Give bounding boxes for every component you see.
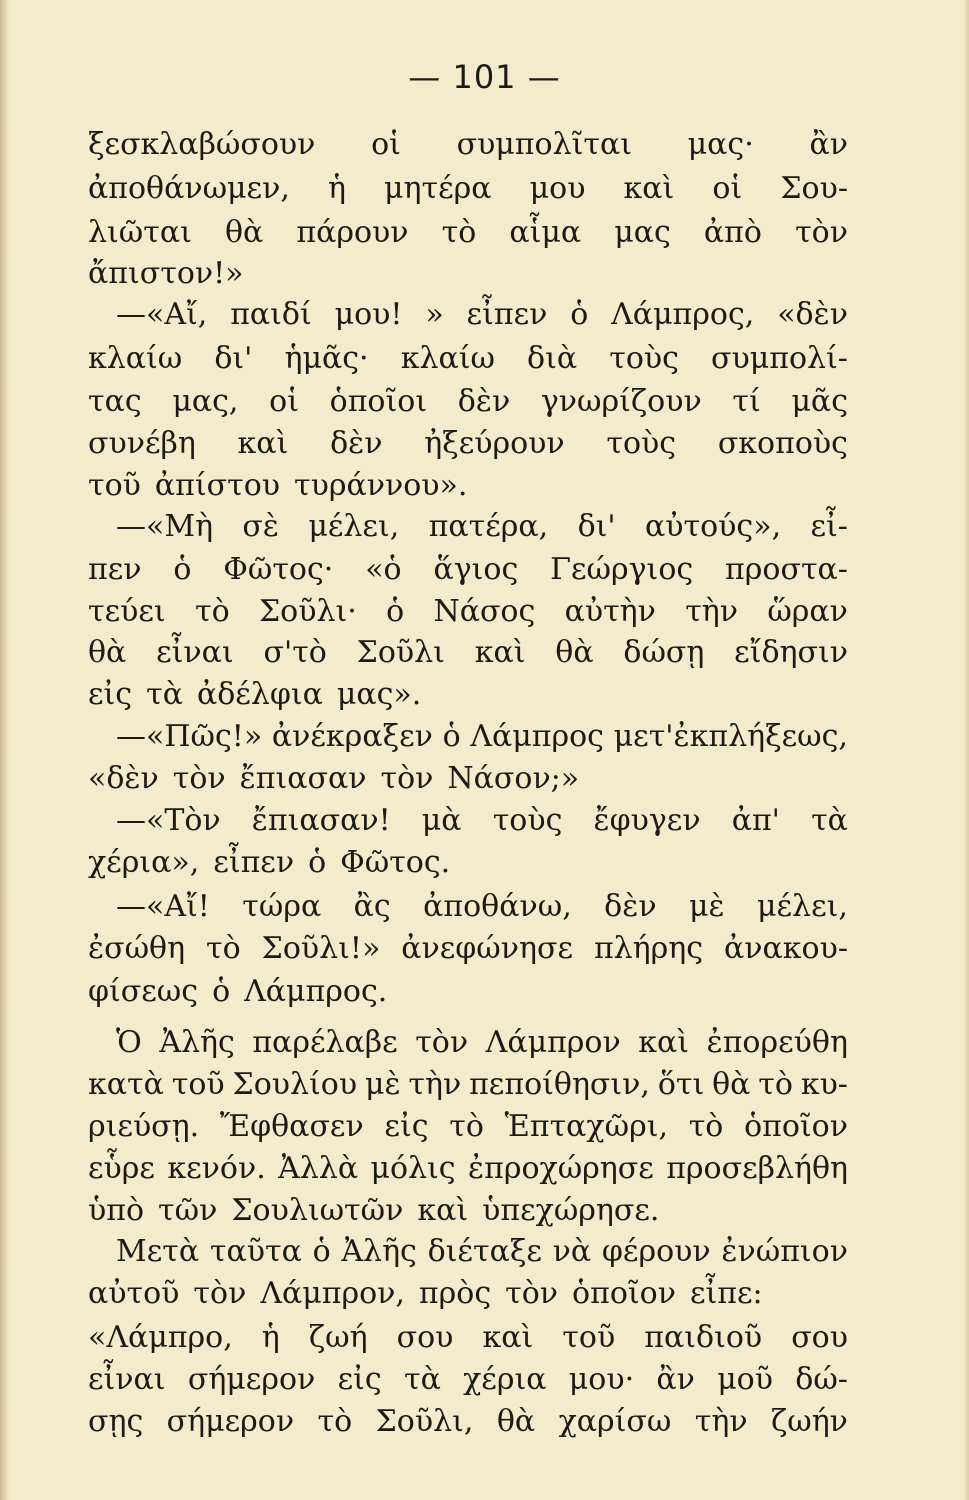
text-line: ἐσώθη τὸ Σοῦλι!» ἀνεφώνησε πλήρης ἀνακου- <box>88 931 848 966</box>
text-line: «Λάμπρο, ἡ ζωή σου καὶ τοῦ παιδιοῦ σου <box>88 1320 848 1355</box>
text-line: κλαίω δι' ἡμᾶς· κλαίω διὰ τοὺς συμπολί- <box>88 341 848 376</box>
text-line: λιῶται θὰ πάρουν τὸ αἷμα μας ἀπὸ τὸν <box>88 215 848 250</box>
text-line: ὑπὸ τῶν Σουλιωτῶν καὶ ὑπεχώρησε. <box>88 1193 660 1228</box>
text-line: —«Τὸν ἔπιασαν! μὰ τοὺς ἔφυγεν ἀπ' τὰ <box>116 803 848 838</box>
text-line: Μετὰ ταῦτα ὁ Ἀλῆς διέταξε νὰ φέρουν ἐνώπιον <box>116 1234 848 1269</box>
text-line: Ὁ Ἀλῆς παρέλαβε τὸν Λάμπρον καὶ ἐπορεύθη <box>116 1025 848 1060</box>
text-line: εὗρε κενόν. Ἀλλὰ μόλις ἐπροχώρησε προσεβλήθη <box>88 1151 848 1186</box>
text-line: τεύει τὸ Σοῦλι· ὁ Νάσος αὐτὴν τὴν ὥραν <box>88 594 848 629</box>
text-line: ξεσκλαβώσουν οἱ συμπολῖται μας· ἂν <box>88 127 848 162</box>
text-line: εἰς τὰ ἀδέλφια μας». <box>88 677 422 712</box>
page-edge-left <box>0 0 10 1500</box>
text-line: ἄπιστον!» <box>88 256 244 291</box>
text-line: εἶναι σήμερον εἰς τὰ χέρια μου· ἂν μοῦ δώ- <box>88 1362 848 1397</box>
page-number: — 101 — <box>408 58 561 96</box>
text-line: —«Αἴ! τώρα ἂς ἀποθάνω, δὲν μὲ μέλει, <box>116 889 848 924</box>
text-line: ριεύσῃ. Ἔφθασεν εἰς τὸ Ἑπταχῶρι, τὸ ὁποῖον <box>88 1109 848 1144</box>
text-line: τας μας, οἱ ὁποῖοι δὲν γνωρίζουν τί μᾶς <box>88 384 848 419</box>
text-line: χέρια», εἶπεν ὁ Φῶτος. <box>88 845 451 880</box>
text-line: —«Αἴ, παιδί μου! » εἶπεν ὁ Λάμπρος, «δὲν <box>116 297 848 332</box>
text-line: τοῦ ἀπίστου τυράννου». <box>88 468 468 503</box>
text-line: —«Μὴ σὲ μέλει, πατέρα, δι' αὐτούς», εἶ- <box>116 509 848 544</box>
text-line: θὰ εἶναι σ'τὸ Σοῦλι καὶ θὰ δώσῃ εἴδησιν <box>88 635 848 670</box>
text-line: ἀποθάνωμεν, ἡ μητέρα μου καὶ οἱ Σου- <box>88 171 848 206</box>
page-edge-right <box>963 0 969 1500</box>
text-line: αὐτοῦ τὸν Λάμπρον, πρὸς τὸν ὁποῖον εἶπε: <box>88 1276 763 1311</box>
text-line: σῃς σήμερον τὸ Σοῦλι, θὰ χαρίσω τὴν ζωήν <box>88 1404 848 1439</box>
text-line: φίσεως ὁ Λάμπρος. <box>88 974 388 1009</box>
text-line: κατὰ τοῦ Σουλίου μὲ τὴν πεποίθησιν, ὅτι θὰ τὸ κυ- <box>88 1067 848 1102</box>
text-line: συνέβη καὶ δὲν ἠξεύρουν τοὺς σκοποὺς <box>88 426 848 461</box>
text-line: «δὲν τὸν ἔπιασαν τὸν Νάσον;» <box>88 761 580 796</box>
text-line: —«Πῶς!» ἀνέκραξεν ὁ Λάμπρος μετ'ἐκπλήξεως, <box>116 719 848 754</box>
text-line: πεν ὁ Φῶτος· «ὁ ἅγιος Γεώργιος προστα- <box>88 552 848 587</box>
